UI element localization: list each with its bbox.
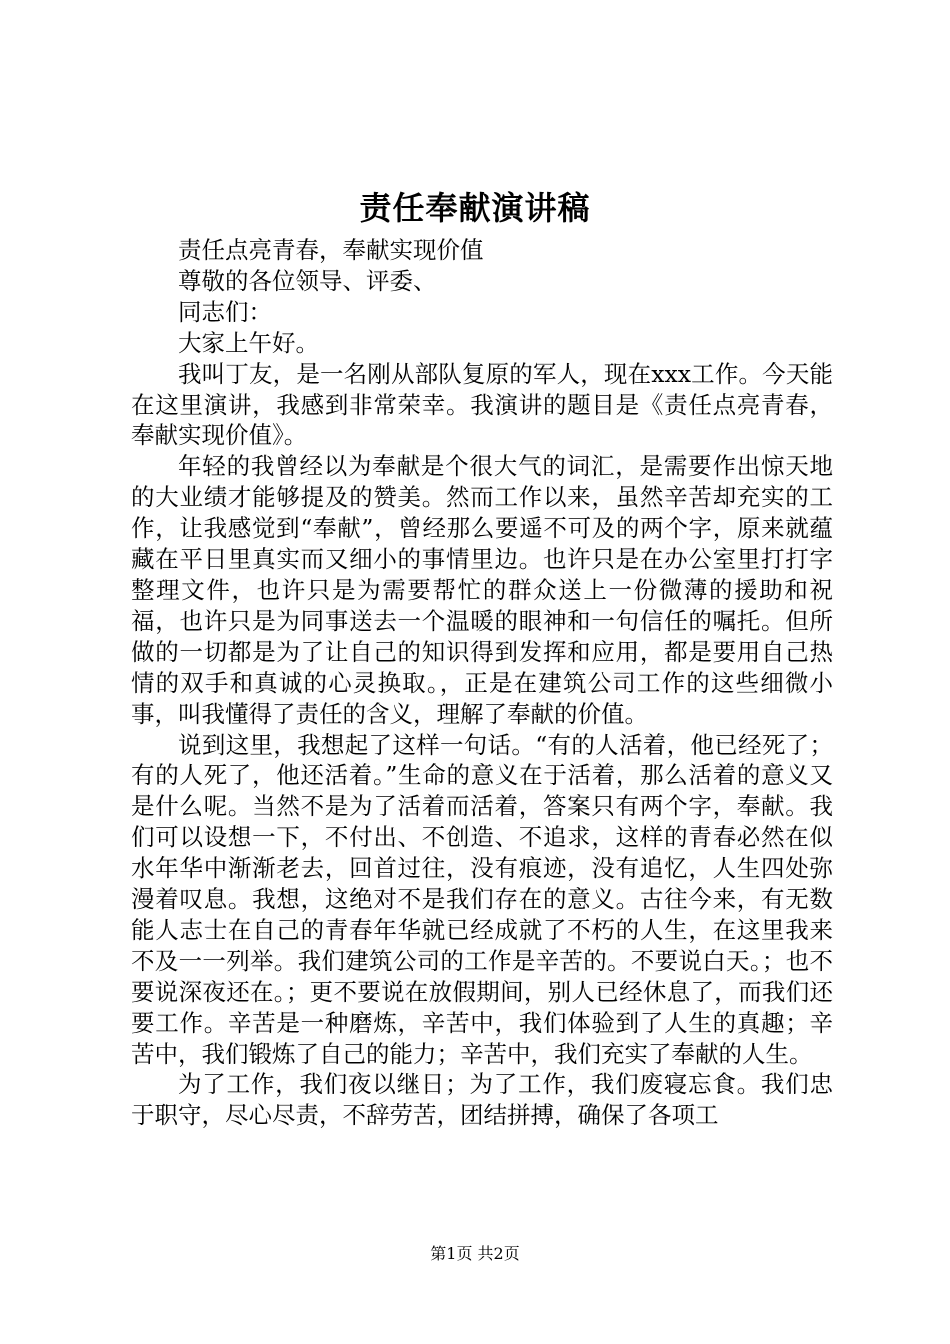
greeting-line: 大家上午好。 (178, 328, 319, 357)
document-body (131, 235, 833, 1131)
body-paragraph: 年轻的我曾经以为奉献是个很大气的词汇，是需要作出惊天地的大业绩才能够提及的赞美。然而工作以来，虽然辛苦却充实的工作，让我感觉到“奉献”，曾经那么要遥不可及的两个字，原来就蕴藏在平日里真实而又细小的事情里边。也许只是在办公室里打打字整理文件，也许只是为需要帮忙的群众送上一份微薄的援助和祝福，也许只是为同事送去一个温暖的眼神和一句信任的嘱托。但所做的一切都是为了让自己的知识得到发挥和应用，都是要用自己热情的双手和真诚的心灵换取。，正是在建筑公司工作的这些细微小事，叫我懂得了责任的含义，理解了奉献的价值。 (131, 452, 833, 728)
body-paragraph: 我叫丁友，是一名刚从部队复原的军人，现在xxx工作。今天能在这里演讲，我感到非常荣幸。我演讲的题目是《责任点亮青春，奉献实现价值》。 (131, 359, 833, 450)
subtitle-line: 责任点亮青春，奉献实现价值 (178, 236, 484, 264)
body-paragraph: 为了工作，我们夜以继日；为了工作，我们废寝忘食。我们忠于职守，尽心尽责，不辞劳苦，团结拼搏，确保了各项工 (131, 1070, 833, 1130)
body-paragraph: 说到这里，我想起了这样一句话。“有的人活着，他已经死了；有的人死了，他还活着。”生命的意义在于活着，那么活着的意义又是什么呢。当然不是为了活着而活着，答案只有两个字，奉献。我们可以设想一下，不付出、不创造、不追求，这样的青春必然在似水年华中渐渐老去，回首过往，没有痕迹，没有追忆，人生四处弥漫着叹息。我想，这绝对不是我们存在的意义。古往今来，有无数能人志士在自己的青春年华就已经成就了不朽的人生，在这里我来不及一一列举。我们建筑公司的工作是辛苦的。不要说白天。；也不要说深夜还在。；更不要说在放假期间，别人已经休息了，而我们还要工作。辛苦是一种磨炼，辛苦中，我们体验到了人生的真趣；辛苦中，我们锻炼了自己的能力；辛苦中，我们充实了奉献的人生。 (131, 730, 833, 1068)
page-footer: 第1页 共2页 (430, 1244, 520, 1263)
salutation-line: 同志们： (178, 297, 272, 326)
document-title: 责任奉献演讲稿 (359, 189, 591, 227)
salutation-line: 尊敬的各位领导、评委、 (178, 266, 437, 295)
